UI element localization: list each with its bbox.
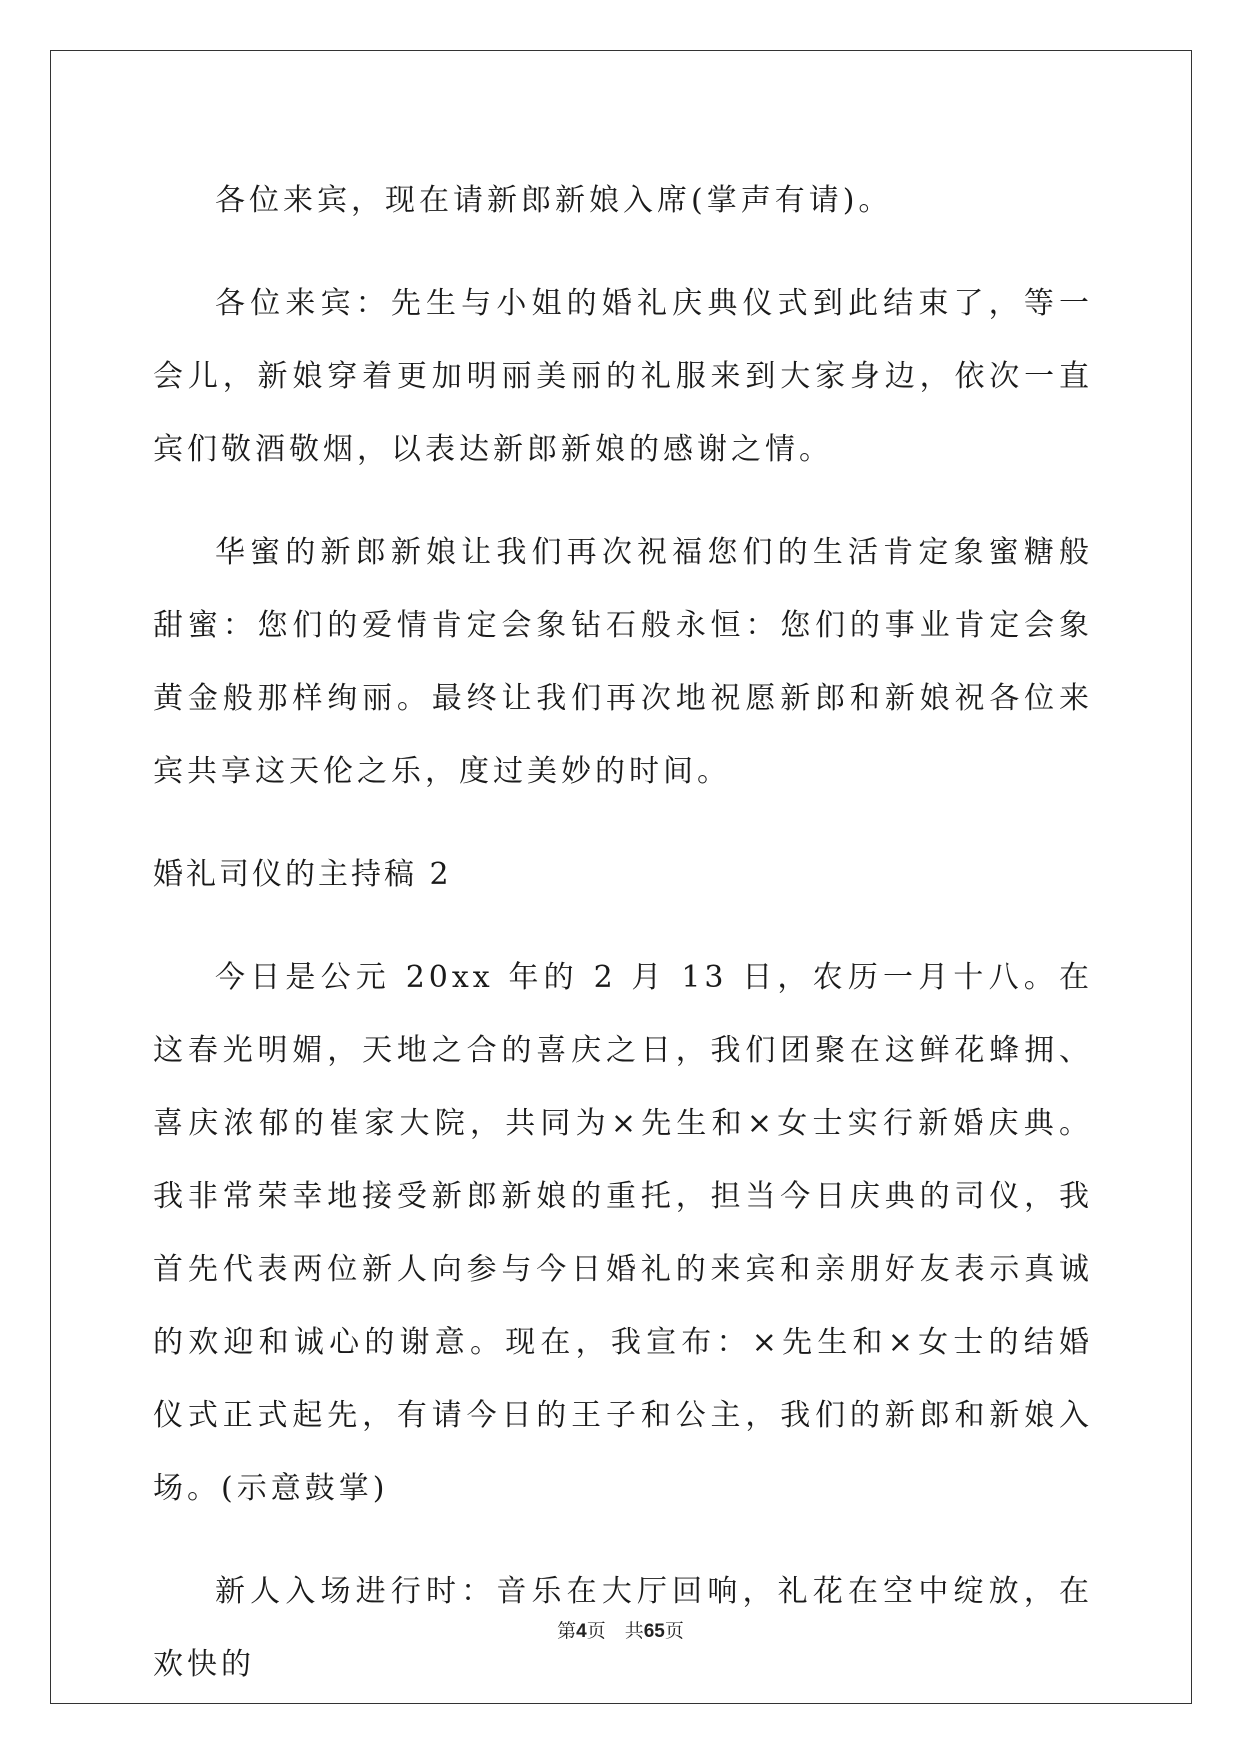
footer-prefix: 第: [557, 1620, 577, 1642]
paragraph-3: 华蜜的新郎新娘让我们再次祝福您们的生活肯定象蜜糖般甜蜜：您们的爱情肯定会象钻石般永恒：您们的事业肯定会象黄金般那样绚丽。最终让我们再次地祝愿新郎和新娘祝各位来宾共享这天伦之乐，度过美妙的时间。: [153, 535, 1093, 789]
section-heading: 婚礼司仪的主持稿 2: [153, 857, 452, 892]
paragraph-2: 各位来宾：先生与小姐的婚礼庆典仪式到此结束了，等一会儿，新娘穿着更加明丽美丽的礼服来到大家身边，依次一直宾们敬酒敬烟，以表达新郎新娘的感谢之情。: [153, 286, 1093, 467]
paragraph-5: 新人入场进行时：音乐在大厅回响，礼花在空中绽放，在欢快的: [153, 1574, 1093, 1682]
document-body: [153, 164, 1093, 1731]
footer-page-number: 4: [576, 1621, 587, 1642]
footer-suffix: 页: [664, 1620, 684, 1642]
footer-middle: 页 共: [586, 1620, 644, 1642]
paragraph-1: 各位来宾，现在请新郎新娘入席(掌声有请)。: [215, 183, 893, 218]
page-footer: [0, 1616, 1241, 1643]
footer-total-pages: 65: [643, 1621, 665, 1642]
paragraph-4: 今日是公元 20xx 年的 2 月 13 日，农历一月十八。在这春光明媚，天地之合的喜庆之日，我们团聚在这鲜花蜂拥、喜庆浓郁的崔家大院，共同为×先生和×女士实行新婚庆典。我非常荣幸地接受新郎新娘的重托，担当今日庆典的司仪，我首先代表两位新人向参与今日婚礼的来宾和亲朋好友表示真诚的欢迎和诚心的谢意。现在，我宣布：×先生和×女士的结婚仪式正式起先，有请今日的王子和公主，我们的新郎和新娘入场。(示意鼓掌): [153, 960, 1093, 1506]
